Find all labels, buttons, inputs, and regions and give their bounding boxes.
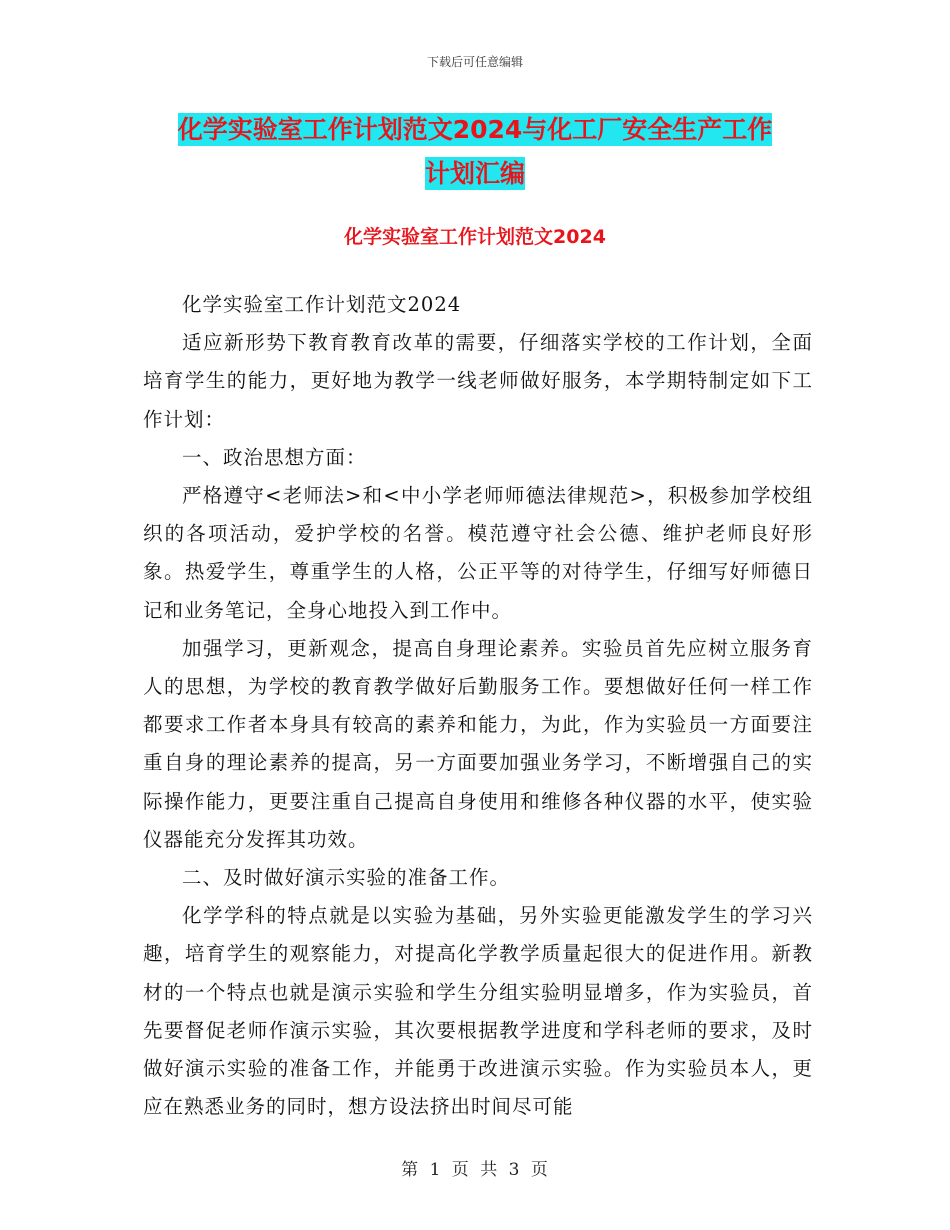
document-title-line-2: 计划汇编 bbox=[424, 159, 525, 188]
paragraph: 二、及时做好演示实验的准备工作。 bbox=[182, 866, 511, 890]
paragraph: 化学实验室工作计划范文2024 bbox=[182, 293, 462, 316]
document-title bbox=[140, 108, 810, 196]
paragraph: 加强学习，更新观念，提高自身理论素养。实验员首先应树立服务育人的思想，为学校的教育教学做好后勤服务工作。要想做好任何一样工作都要求工作者本身具有较高的素养和能力，为此，作为实验员一方面要注重自身的理论素养的提高，另一方面要加强业务学习，不断增强自己的实际操作能力，更要注重自己提高自身使用和维修各种仪器的水平，使实验仪器能充分发挥其功效。 bbox=[143, 636, 813, 851]
paragraph: 适应新形势下教育教育改革的需要，仔细落实学校的工作计划，全面培育学生的能力，更好地为教学一线老师做好服务，本学期特制定如下工作计划： bbox=[143, 331, 813, 431]
paragraph: 一、政治思想方面： bbox=[182, 445, 367, 469]
page-footer: 第 1 页 共 3 页 bbox=[401, 1160, 549, 1180]
section-title: 化学实验室工作计划范文2024 bbox=[344, 226, 606, 248]
page-header-note: 下载后可任意编辑 bbox=[426, 55, 523, 69]
paragraph: 化学学科的特点就是以实验为基础，另外实验更能激发学生的学习兴趣，培育学生的观察能力，对提高化学教学质量起很大的促进作用。新教材的一个特点也就是演示实验和学生分组实验明显增多，作为实验员，首先要督促老师作演示实验，其次要根据教学进度和学科老师的要求，及时做好演示实验的准备工作，并能勇于改进演示实验。作为实验员本人，更应在熟悉业务的同时，想方设法挤出时间尽可能 bbox=[143, 904, 813, 1119]
paragraph: 严格遵守<老师法>和<中小学老师师德法律规范>，积极参加学校组织的各项活动，爱护学校的名誉。模范遵守社会公德、维护老师良好形象。热爱学生，尊重学生的人格，公正平等的对待学生，仔细写好师德日记和业务笔记，全身心地投入到工作中。 bbox=[143, 484, 813, 622]
document-title-line-1: 化学实验室工作计划范文2024与化工厂安全生产工作 bbox=[177, 115, 773, 144]
body-text bbox=[143, 286, 813, 1126]
